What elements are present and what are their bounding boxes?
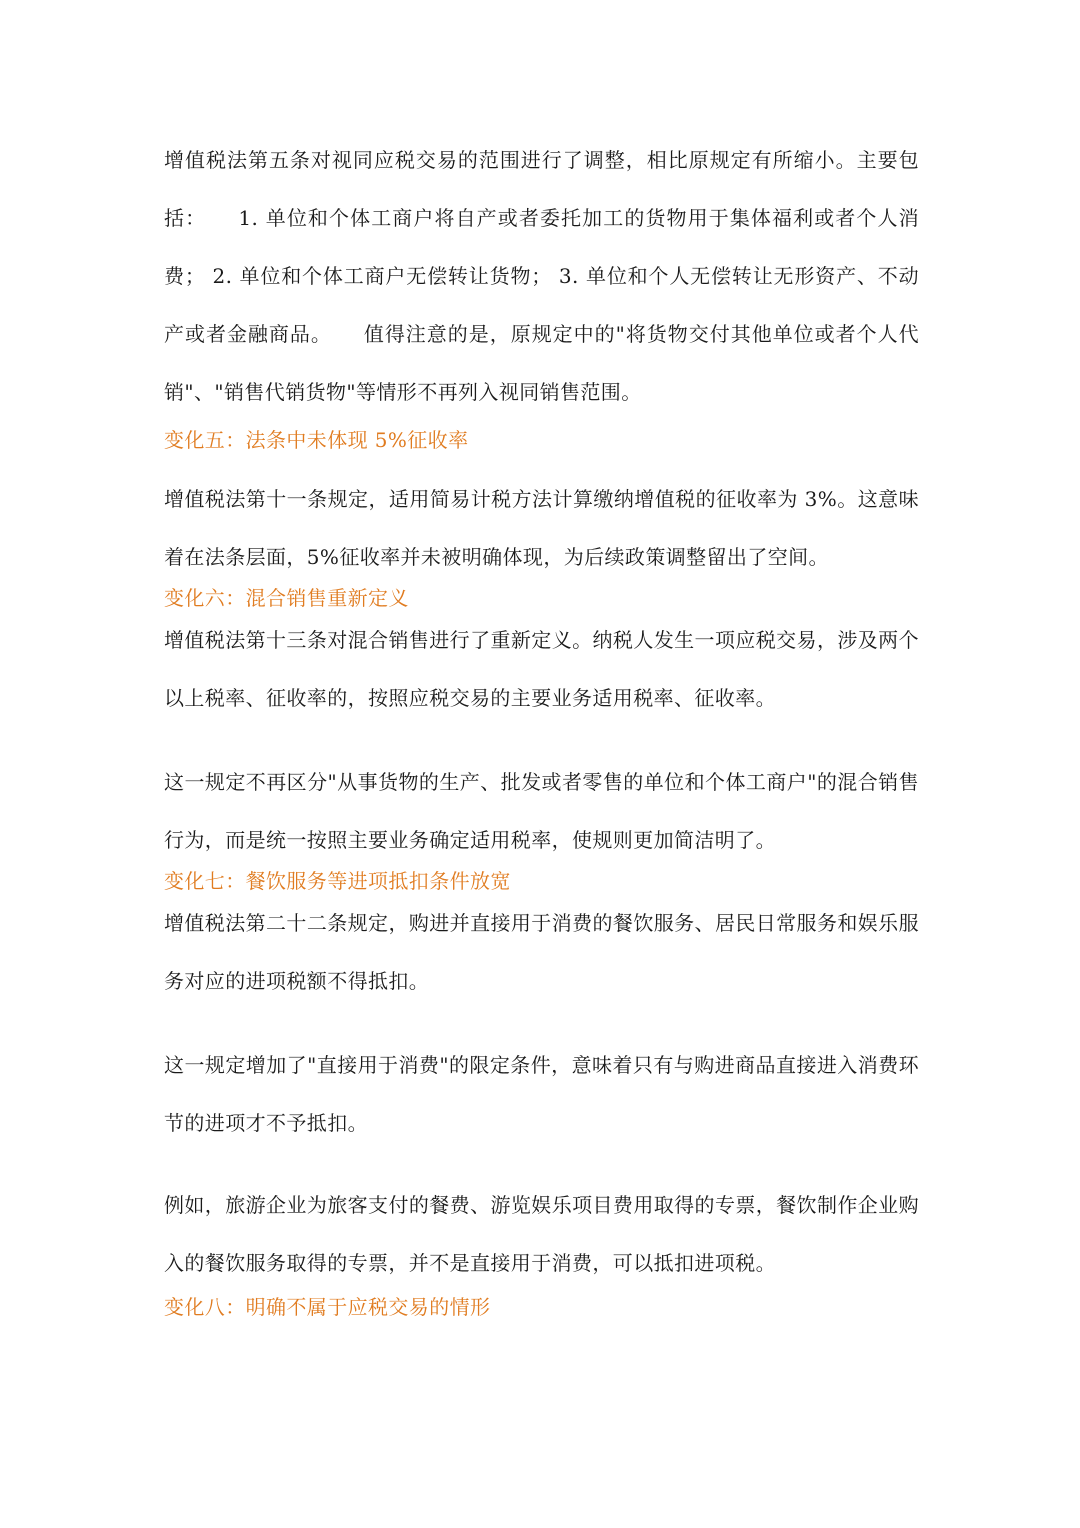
heading-change-5: 变化五：法条中未体现 5%征收率 [164,428,469,452]
paragraph-direct-consumption: 这一规定增加了"直接用于消费"的限定条件，意味着只有与购进商品直接进入消费环节的进项才不予抵扣。 [164,1053,919,1135]
heading-change-8: 变化八：明确不属于应税交易的情形 [164,1295,491,1319]
heading-change-6: 变化六：混合销售重新定义 [164,586,409,610]
paragraph-example: 例如，旅游企业为旅客支付的餐费、游览娱乐项目费用取得的专票，餐饮制作企业购入的餐饮服务取得的专票，并不是直接用于消费，可以抵扣进项税。 [164,1193,919,1275]
paragraph-levy-rate: 增值税法第十一条规定，适用简易计税方法计算缴纳增值税的征收率为 3%。这意味着在法条层面，5%征收率并未被明确体现，为后续政策调整留出了空间。 [164,487,919,569]
paragraph-mixed-sales-definition: 增值税法第十三条对混合销售进行了重新定义。纳税人发生一项应税交易，涉及两个以上税率、征收率的，按照应税交易的主要业务适用税率、征收率。 [164,628,919,710]
paragraph-mixed-sales-note: 这一规定不再区分"从事货物的生产、批发或者零售的单位和个体工商户"的混合销售行为，而是统一按照主要业务确定适用税率，使规则更加简洁明了。 [164,770,919,852]
paragraph-deemed-sales: 增值税法第五条对视同应税交易的范围进行了调整，相比原规定有所缩小。主要包括： 1. 单位和个体工商户将自产或者委托加工的货物用于集体福利或者个人消费； 2. 单位和个体工商户无偿转让货物； 3. 单位和个人无偿转让无形资产、不动产或者金融商品。 值得注意的是，原规定中的"将货物交付其他单位或者个人代销"、"销售代销货物"等情形不再列入视同销售范围。 [164,148,919,404]
heading-change-7: 变化七：餐饮服务等进项抵扣条件放宽 [164,869,511,893]
paragraph-input-tax-rule: 增值税法第二十二条规定，购进并直接用于消费的餐饮服务、居民日常服务和娱乐服务对应的进项税额不得抵扣。 [164,911,919,993]
